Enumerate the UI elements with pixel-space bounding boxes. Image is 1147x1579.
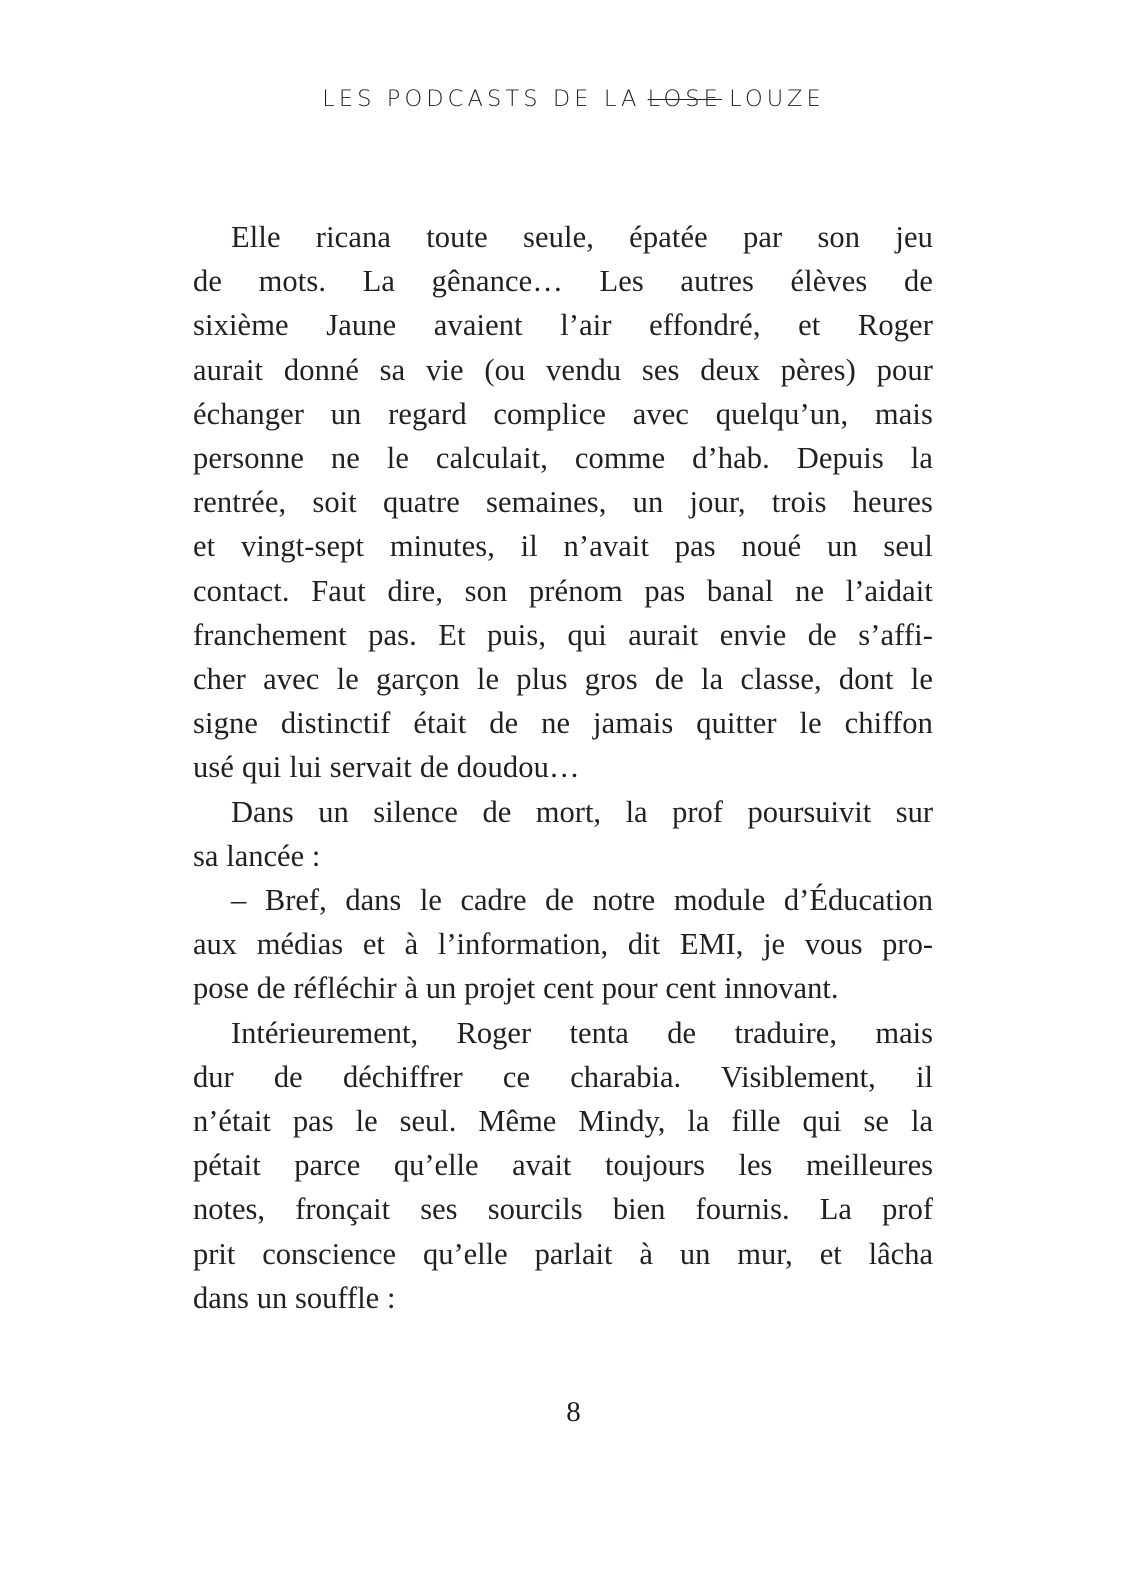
page-number: 8 (566, 1396, 581, 1428)
text-line: pétait parce qu’elle avait toujours les meilleures (193, 1148, 933, 1183)
text-line: usé qui lui servait de doudou… (193, 750, 580, 785)
running-header (0, 88, 1147, 111)
text-line: Elle ricana toute seule, épatée par son jeu (231, 220, 933, 254)
text-line: échanger un regard complice avec quelqu’un, mais (193, 396, 933, 431)
text-line: rentrée, soit quatre semaines, un jour, trois heures (193, 485, 933, 520)
text-line: aux médias et à l’information, dit EMI, je vous pro- (193, 927, 933, 962)
body-text-block (193, 215, 933, 1320)
running-header-replacement-word: LOUZE (729, 86, 825, 112)
text-line: sixième Jaune avaient l’air effondré, et Roger (193, 308, 933, 343)
text-line: contact. Faut dire, son prénom pas banal ne l’aidait (193, 573, 933, 608)
paragraph-2 (193, 790, 933, 878)
text-line: personne ne le calculait, comme d’hab. Depuis la (193, 441, 933, 476)
running-header-prefix: LES PODCASTS DE LA (322, 86, 641, 112)
text-line: franchement pas. Et puis, qui aurait envie de s’affi- (193, 617, 933, 652)
text-line: cher avec le garçon le plus gros de la classe, dont le (193, 662, 933, 697)
paragraph-1 (193, 215, 933, 790)
text-line: Dans un silence de mort, la prof poursuivit sur (231, 794, 933, 829)
text-line: n’était pas le seul. Même Mindy, la fille qui se la (193, 1104, 933, 1139)
text-line: dur de déchiffrer ce charabia. Visiblement, il (193, 1059, 933, 1094)
paragraph-4 (193, 1011, 933, 1320)
header-space (640, 86, 647, 112)
text-line: de mots. La gênance… Les autres élèves de (193, 264, 933, 299)
text-line: aurait donné sa vie (ou vendu ses deux pères) pour (193, 352, 933, 387)
paragraph-3 (193, 878, 933, 1011)
text-line: dans un souffle : (193, 1280, 396, 1315)
text-line: sa lancée : (193, 838, 321, 873)
text-line: Intérieurement, Roger tenta de traduire, mais (231, 1015, 933, 1050)
text-line: prit conscience qu’elle parlait à un mur, et lâcha (193, 1236, 933, 1271)
text-line: – Bref, dans le cadre de notre module d’Éducation (231, 883, 933, 918)
text-line: pose de réfléchir à un projet cent pour cent innovant. (193, 971, 839, 1006)
text-line: et vingt-sept minutes, il n’avait pas noué un seul (193, 529, 933, 564)
text-line: notes, fronçait ses sourcils bien fournis. La prof (193, 1192, 933, 1227)
text-line: signe distinctif était de ne jamais quitter le chiffon (193, 706, 933, 741)
running-header-struck-word: LOSE (647, 86, 722, 112)
